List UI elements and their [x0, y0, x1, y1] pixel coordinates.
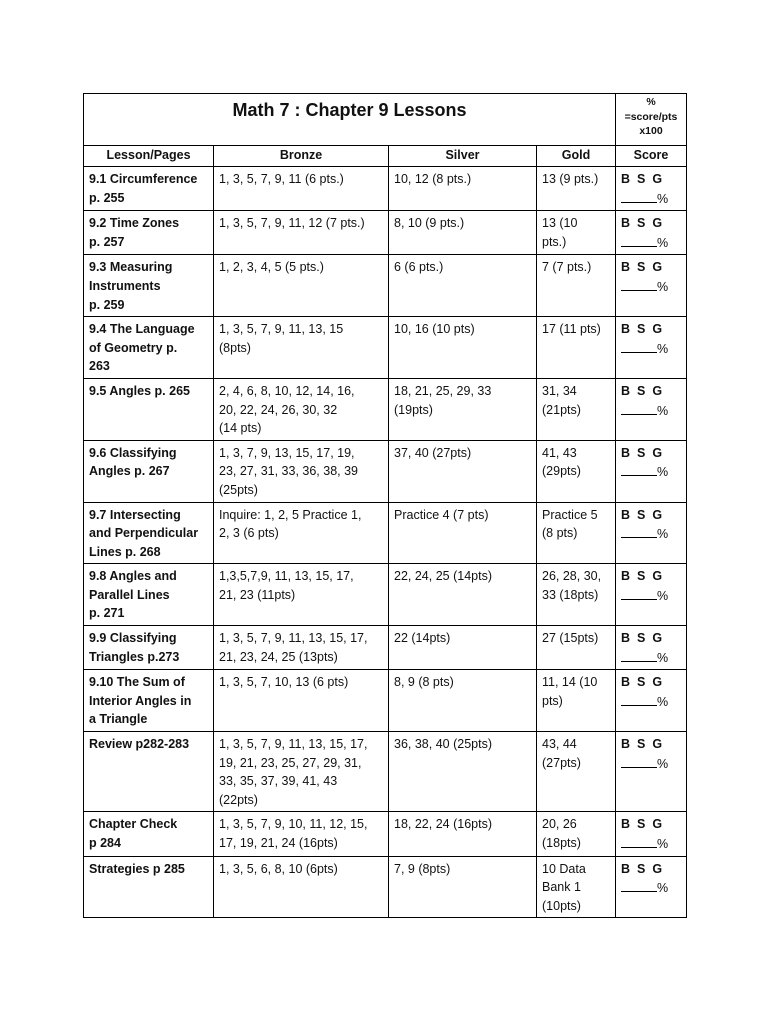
gold-cell [537, 255, 616, 317]
lesson-line: 263 [89, 359, 110, 374]
table-row [84, 255, 687, 317]
lesson-line: p. 257 [89, 234, 125, 249]
lesson-line: Chapter Check [89, 817, 178, 832]
lesson-cell [84, 255, 214, 317]
gold-cell [537, 812, 616, 856]
score-level-letter[interactable]: S [637, 172, 646, 186]
percent-blank[interactable] [621, 834, 657, 848]
silver-cell [389, 378, 537, 440]
silver-line: (19pts) [394, 402, 433, 417]
lesson-cell [84, 211, 214, 255]
score-cell [616, 502, 687, 564]
bronze-line: 1, 3, 5, 7, 9, 11, 13, 15, 17, [219, 737, 368, 752]
header-bronze: Bronze [214, 146, 389, 167]
percent-sign: % [657, 837, 669, 851]
table-row [84, 670, 687, 732]
bronze-line: 23, 27, 31, 33, 36, 38, 39 [219, 464, 359, 479]
score-level-letter[interactable]: B [621, 817, 631, 832]
lessons-table [83, 93, 687, 918]
percent-entry [621, 189, 681, 209]
gold-line: 13 (9 pts.) [542, 172, 599, 186]
lesson-line: Lines p. 268 [89, 544, 161, 559]
bronze-cell [214, 626, 389, 670]
score-level-letter[interactable]: G [652, 631, 663, 646]
score-level-letter[interactable]: S [637, 445, 646, 460]
lesson-cell [84, 378, 214, 440]
gold-line: 31, 34 [542, 383, 577, 398]
gold-line: (10pts) [542, 898, 581, 913]
score-cell [616, 670, 687, 732]
table-row [84, 812, 687, 856]
header-score: Score [616, 146, 687, 167]
percent-sign: % [657, 756, 669, 771]
bronze-cell [214, 856, 389, 918]
formula-line: x100 [639, 125, 663, 137]
percent-entry [621, 692, 681, 712]
formula-line: =score/pts [624, 110, 678, 123]
score-level-letter[interactable]: G [652, 507, 663, 522]
table-row [84, 626, 687, 670]
lesson-line: Strategies p 285 [89, 861, 185, 876]
score-level-letter[interactable]: G [652, 322, 663, 337]
silver-line: 37, 40 (27pts) [394, 445, 472, 460]
lesson-line: p. 255 [89, 190, 125, 205]
score-level-letter[interactable]: G [652, 861, 663, 876]
lesson-cell [84, 812, 214, 856]
score-levels [621, 735, 681, 754]
bronze-line: 1, 3, 5, 7, 9, 11, 12 (7 pts.) [219, 216, 365, 231]
score-level-letter[interactable]: G [652, 817, 663, 832]
score-levels [621, 567, 681, 586]
lesson-cell [84, 167, 214, 211]
lesson-line: 9.10 The Sum of [89, 675, 185, 690]
silver-line: 8, 10 (9 pts.) [394, 216, 465, 231]
bronze-line: 1, 3, 5, 7, 9, 11 (6 pts.) [219, 172, 344, 186]
gold-cell [537, 626, 616, 670]
silver-cell [389, 317, 537, 379]
score-level-letter[interactable]: G [652, 383, 663, 398]
bronze-line: 2, 3 (6 pts) [219, 526, 279, 541]
bronze-line: (8pts) [219, 340, 251, 355]
lesson-line: 9.2 Time Zones [89, 216, 180, 231]
lesson-cell [84, 626, 214, 670]
bronze-cell [214, 670, 389, 732]
percent-blank[interactable] [621, 233, 657, 247]
bronze-line: 17, 19, 21, 24 (16pts) [219, 836, 338, 850]
score-cell [616, 255, 687, 317]
bronze-line: 1, 3, 5, 7, 10, 13 (6 pts) [219, 675, 349, 690]
gold-cell [537, 502, 616, 564]
percent-blank[interactable] [621, 339, 657, 353]
bronze-cell [214, 211, 389, 255]
lesson-line: p. 259 [89, 297, 125, 312]
lesson-line: p 284 [89, 836, 121, 850]
score-levels [621, 629, 681, 648]
lesson-line: Review p282-283 [89, 737, 190, 752]
gold-cell [537, 856, 616, 918]
silver-cell [389, 211, 537, 255]
gold-line: 17 (11 pts) [542, 322, 601, 337]
bronze-cell [214, 812, 389, 856]
table-row [84, 167, 687, 211]
score-levels [621, 382, 681, 401]
score-level-letter[interactable]: B [621, 675, 631, 690]
percent-blank[interactable] [621, 189, 657, 203]
score-levels [621, 170, 681, 189]
score-level-letter[interactable]: B [621, 260, 631, 275]
percent-sign: % [657, 341, 669, 356]
bronze-line: 1, 3, 5, 6, 8, 10 (6pts) [219, 861, 338, 876]
silver-cell [389, 812, 537, 856]
lesson-line: p. 271 [89, 606, 125, 621]
score-cell [616, 812, 687, 856]
bronze-line: (22pts) [219, 792, 258, 807]
table-row [84, 502, 687, 564]
silver-cell [389, 440, 537, 502]
bronze-cell [214, 378, 389, 440]
silver-cell [389, 167, 537, 211]
gold-line: (27pts) [542, 755, 581, 770]
bronze-line: 1, 3, 5, 7, 9, 11, 13, 15, 17, [219, 631, 368, 646]
score-level-letter[interactable]: G [652, 445, 663, 460]
bronze-cell [214, 564, 389, 626]
percent-entry [621, 233, 681, 253]
score-level-letter[interactable]: S [637, 507, 646, 522]
silver-line: Practice 4 (7 pts) [394, 507, 489, 522]
score-levels [621, 673, 681, 692]
percent-entry [621, 401, 681, 421]
score-level-letter[interactable]: B [621, 569, 631, 584]
lesson-line: Angles p. 267 [89, 464, 170, 479]
silver-cell [389, 856, 537, 918]
table-row [84, 732, 687, 812]
score-level-letter[interactable]: B [621, 737, 631, 752]
score-cell [616, 856, 687, 918]
bronze-line: (25pts) [219, 482, 258, 497]
table-body [84, 94, 687, 918]
gold-line: 10 Data [542, 861, 586, 876]
header-gold: Gold [537, 146, 616, 167]
gold-line: 11, 14 (10 [542, 675, 598, 690]
bronze-line: 2, 4, 6, 8, 10, 12, 14, 16, [219, 383, 355, 398]
percent-entry [621, 834, 681, 854]
score-level-letter[interactable]: S [637, 675, 646, 690]
gold-line: pts.) [542, 234, 567, 249]
gold-line: (8 pts) [542, 526, 578, 541]
score-level-letter[interactable]: G [652, 737, 663, 752]
silver-line: 10, 16 (10 pts) [394, 322, 475, 337]
table-row [84, 317, 687, 379]
gold-cell [537, 440, 616, 502]
table-row [84, 440, 687, 502]
lesson-line: 9.1 Circumference [89, 172, 198, 186]
percent-sign: % [657, 403, 669, 418]
silver-line: 10, 12 (8 pts.) [394, 172, 472, 186]
score-level-letter[interactable]: G [652, 675, 663, 690]
score-cell [616, 440, 687, 502]
silver-cell [389, 502, 537, 564]
bronze-line: Inquire: 1, 2, 5 Practice 1, [219, 507, 362, 522]
percent-sign: % [657, 588, 669, 603]
silver-line: 36, 38, 40 (25pts) [394, 737, 492, 752]
silver-cell [389, 255, 537, 317]
score-level-letter[interactable]: S [637, 260, 646, 275]
score-level-letter[interactable]: S [637, 737, 646, 752]
gold-line: 43, 44 [542, 737, 577, 752]
bronze-cell [214, 317, 389, 379]
bronze-line: 1, 3, 7, 9, 13, 15, 17, 19, [219, 445, 355, 460]
bronze-cell [214, 440, 389, 502]
bronze-line: 21, 23 (11pts) [219, 587, 296, 602]
score-levels [621, 860, 681, 879]
score-levels [621, 320, 681, 339]
bronze-cell [214, 732, 389, 812]
percent-blank[interactable] [621, 692, 657, 706]
lesson-line: and Perpendicular [89, 526, 199, 541]
silver-line: 6 (6 pts.) [394, 260, 444, 275]
lesson-cell [84, 317, 214, 379]
lesson-line: 9.7 Intersecting [89, 507, 181, 522]
bronze-cell [214, 502, 389, 564]
gold-line: Bank 1 [542, 880, 581, 895]
score-cell [616, 732, 687, 812]
score-level-letter[interactable]: G [652, 216, 663, 231]
gold-line: 7 (7 pts.) [542, 260, 592, 275]
title-row [84, 94, 687, 146]
percent-sign: % [657, 279, 669, 294]
silver-line: 18, 21, 25, 29, 33 [394, 383, 492, 398]
score-level-letter[interactable]: G [652, 172, 663, 186]
score-level-letter[interactable]: B [621, 383, 631, 398]
score-level-letter[interactable]: B [621, 631, 631, 646]
bronze-cell [214, 167, 389, 211]
lesson-line: 9.5 Angles p. 265 [89, 383, 190, 398]
score-level-letter[interactable]: G [652, 260, 663, 275]
gold-cell [537, 211, 616, 255]
lesson-cell [84, 564, 214, 626]
gold-line: (29pts) [542, 464, 581, 479]
score-level-letter[interactable]: S [637, 631, 646, 646]
gold-cell [537, 732, 616, 812]
score-level-letter[interactable]: S [637, 322, 646, 337]
percent-blank[interactable] [621, 648, 657, 662]
score-levels [621, 214, 681, 233]
score-cell [616, 211, 687, 255]
lesson-line: Triangles p.273 [89, 649, 180, 664]
score-levels [621, 815, 681, 834]
score-level-letter[interactable]: B [621, 861, 631, 876]
percent-sign: % [657, 694, 669, 709]
percent-sign: % [657, 650, 669, 665]
title-cell [84, 94, 616, 146]
bronze-line: 19, 21, 23, 25, 27, 29, 31, [219, 755, 362, 770]
score-level-letter[interactable]: B [621, 445, 631, 460]
bronze-line: 33, 35, 37, 39, 41, 43 [219, 774, 338, 789]
score-level-letter[interactable]: S [637, 817, 646, 832]
percent-entry [621, 878, 681, 898]
bronze-line: 1,3,5,7,9, 11, 13, 15, 17, [219, 569, 354, 584]
lesson-line: 9.4 The Language [89, 322, 195, 337]
percent-entry [621, 524, 681, 544]
percent-entry [621, 277, 681, 297]
gold-line: 41, 43 [542, 445, 577, 460]
percent-blank[interactable] [621, 277, 657, 291]
bronze-cell [214, 255, 389, 317]
bronze-line: 1, 3, 5, 7, 9, 10, 11, 12, 15, [219, 817, 368, 832]
lesson-line: 9.9 Classifying [89, 631, 177, 646]
score-formula [616, 94, 687, 146]
silver-line: 22, 24, 25 (14pts) [394, 569, 492, 584]
score-level-letter[interactable]: B [621, 172, 631, 186]
score-level-letter[interactable]: S [637, 569, 646, 584]
percent-entry [621, 754, 681, 774]
formula-line: % [646, 96, 656, 108]
table-row [84, 856, 687, 918]
score-level-letter[interactable]: S [637, 216, 646, 231]
gold-cell [537, 167, 616, 211]
silver-line: 7, 9 (8pts) [394, 861, 451, 876]
percent-blank[interactable] [621, 524, 657, 538]
silver-line: 8, 9 (8 pts) [394, 675, 454, 690]
lesson-line: a Triangle [89, 712, 148, 727]
header-lesson: Lesson/Pages [84, 146, 214, 167]
lesson-line: Instruments [89, 278, 161, 293]
percent-entry [621, 586, 681, 606]
lesson-line: Interior Angles in [89, 693, 192, 708]
score-level-letter[interactable]: B [621, 322, 631, 337]
table-row [84, 378, 687, 440]
percent-sign: % [657, 465, 669, 480]
gold-cell [537, 670, 616, 732]
score-cell [616, 317, 687, 379]
score-level-letter[interactable]: G [652, 569, 663, 584]
bronze-line: 1, 3, 5, 7, 9, 11, 13, 15 [219, 322, 344, 337]
header-silver: Silver [389, 146, 537, 167]
percent-entry [621, 648, 681, 668]
percent-entry [621, 462, 681, 482]
silver-cell [389, 732, 537, 812]
gold-line: 27 (15pts) [542, 631, 599, 646]
score-levels [621, 258, 681, 277]
score-level-letter[interactable]: S [637, 861, 646, 876]
percent-blank[interactable] [621, 401, 657, 415]
gold-cell [537, 564, 616, 626]
percent-sign: % [657, 191, 669, 206]
lesson-cell [84, 440, 214, 502]
bronze-line: 21, 23, 24, 25 (13pts) [219, 649, 338, 664]
gold-cell [537, 317, 616, 379]
percent-sign: % [657, 527, 669, 542]
gold-line: 26, 28, 30, [542, 569, 602, 584]
page-title: Math 7 : Chapter 9 Lessons [232, 100, 467, 120]
percent-blank[interactable] [621, 878, 657, 892]
bronze-line: 20, 22, 24, 26, 30, 32 [219, 402, 338, 417]
score-levels [621, 506, 681, 525]
score-cell [616, 378, 687, 440]
table-row [84, 211, 687, 255]
lesson-line: 9.8 Angles and [89, 569, 177, 584]
score-cell [616, 626, 687, 670]
silver-line: 18, 22, 24 (16pts) [394, 817, 492, 832]
gold-line: 13 (10 [542, 216, 578, 231]
bronze-line: (14 pts) [219, 421, 262, 436]
lesson-cell [84, 670, 214, 732]
table-row [84, 564, 687, 626]
score-level-letter[interactable]: B [621, 216, 631, 231]
percent-sign: % [657, 235, 669, 250]
gold-cell [537, 378, 616, 440]
percent-blank[interactable] [621, 462, 657, 476]
percent-entry [621, 339, 681, 359]
score-level-letter[interactable]: B [621, 507, 631, 522]
gold-line: (18pts) [542, 836, 581, 850]
score-cell [616, 167, 687, 211]
lesson-line: 9.6 Classifying [89, 445, 177, 460]
lesson-cell [84, 732, 214, 812]
percent-blank[interactable] [621, 586, 657, 600]
percent-blank[interactable] [621, 754, 657, 768]
lesson-cell [84, 502, 214, 564]
score-level-letter[interactable]: S [637, 383, 646, 398]
score-levels [621, 444, 681, 463]
silver-cell [389, 670, 537, 732]
gold-line: 33 (18pts) [542, 587, 599, 602]
lesson-line: of Geometry p. [89, 340, 178, 355]
bronze-line: 1, 2, 3, 4, 5 (5 pts.) [219, 260, 324, 275]
silver-line: 22 (14pts) [394, 631, 451, 646]
silver-cell [389, 564, 537, 626]
lesson-line: 9.3 Measuring [89, 260, 173, 275]
score-cell [616, 564, 687, 626]
lesson-line: Parallel Lines [89, 587, 170, 602]
gold-line: Practice 5 [542, 507, 598, 522]
lesson-cell [84, 856, 214, 918]
gold-line: 20, 26 [542, 817, 577, 832]
gold-line: pts) [542, 693, 563, 708]
percent-sign: % [657, 881, 669, 896]
silver-cell [389, 626, 537, 670]
gold-line: (21pts) [542, 402, 581, 417]
header-row [84, 146, 687, 167]
